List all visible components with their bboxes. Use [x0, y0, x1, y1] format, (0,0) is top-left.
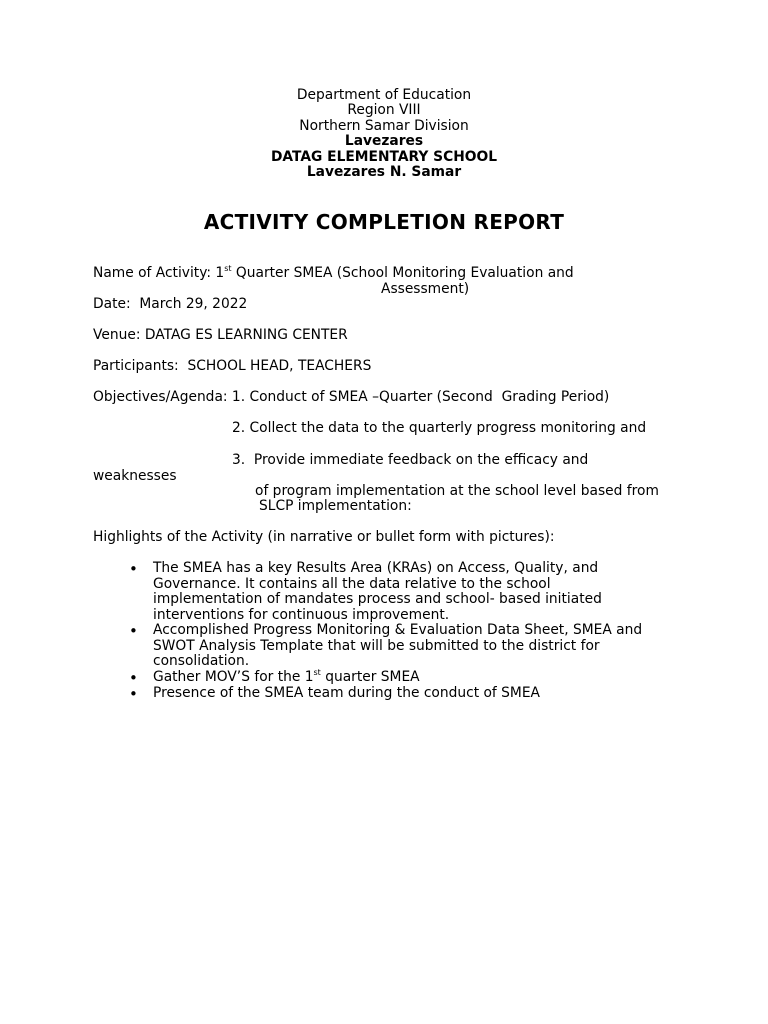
- bullet-4-line-1: Presence of the SMEA team during the conduct of SMEA: [153, 685, 540, 701]
- division-name: Northern Samar Division: [299, 118, 469, 134]
- region-name: Region VIII: [347, 102, 421, 118]
- activity-name-rest: Quarter SMEA (School Monitoring Evaluation and: [231, 265, 574, 281]
- school-name: DATAG ELEMENTARY SCHOOL: [270, 149, 498, 165]
- activity-name: [93, 265, 574, 281]
- bullet-1-line-4: interventions for continuous improvement.: [153, 606, 450, 623]
- school-address: Lavezares N. Samar: [306, 164, 462, 180]
- bullet-2-line-3: consolidation.: [153, 653, 250, 669]
- activity-name-continuation: Assessment): [381, 281, 470, 297]
- objective-3-end: SLCP implementation:: [259, 498, 412, 514]
- bullet-2-line-1: Accomplished Progress Monitoring & Evaluation Data Sheet, SMEA and: [153, 622, 643, 638]
- activity-name-sup: st: [224, 264, 232, 273]
- bullet-3-prefix: Gather MOV’S for the 1: [153, 669, 314, 685]
- bullet-marker: •: [129, 622, 138, 640]
- bullet-3-sup: st: [313, 668, 321, 677]
- bullet-marker: •: [129, 560, 138, 578]
- bullet-marker: •: [129, 685, 138, 703]
- bullet-3-rest: quarter SMEA: [320, 669, 420, 685]
- objective-3-cont: of program implementation at the school level based from: [255, 483, 659, 499]
- highlights-heading: Highlights of the Activity (in narrative or bullet form with pictures):: [93, 529, 555, 545]
- report-title: ACTIVITY COMPLETION REPORT: [203, 210, 565, 234]
- activity-name-prefix: Name of Activity: 1: [93, 265, 225, 281]
- objective-3: 3. Provide immediate feedback on the efficacy and: [232, 452, 589, 468]
- objective-2: 2. Collect the data to the quarterly progress monitoring and: [232, 420, 647, 436]
- department-name: Department of Education: [296, 87, 472, 103]
- bullet-1-line-2: Governance. It contains all the data relative to the school: [153, 575, 551, 592]
- bullet-1-line-1: The SMEA has a key Results Area (KRAs) on Access, Quality, and: [153, 560, 599, 576]
- municipality-name: Lavezares: [344, 133, 424, 149]
- activity-date: Date: March 29, 2022: [93, 296, 248, 312]
- objective-1: Objectives/Agenda: 1. Conduct of SMEA –Quarter (Second Grading Period): [93, 389, 610, 405]
- activity-venue: Venue: DATAG ES LEARNING CENTER: [93, 327, 348, 343]
- objective-3-wrap: weaknesses: [93, 468, 177, 484]
- bullet-1-line-3: implementation of mandates process and school- based initiated: [153, 591, 602, 607]
- bullet-3-line-1: [153, 670, 420, 686]
- activity-participants: Participants: SCHOOL HEAD, TEACHERS: [93, 358, 372, 374]
- bullet-2-line-2: SWOT Analysis Template that will be submitted to the district for: [153, 637, 600, 654]
- bullet-marker: •: [129, 669, 138, 687]
